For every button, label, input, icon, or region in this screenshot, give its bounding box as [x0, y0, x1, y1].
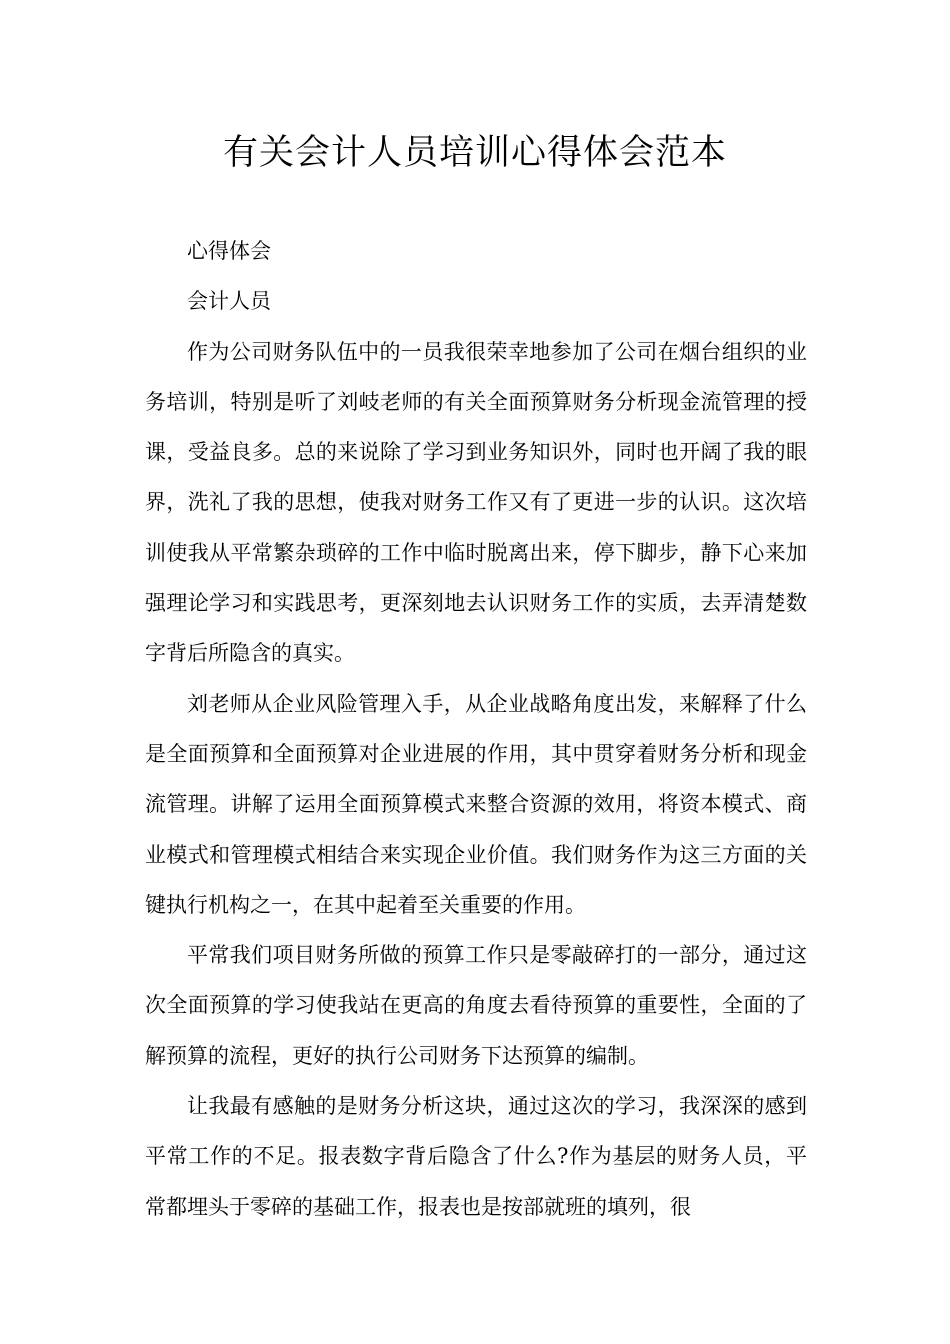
paragraph: 让我最有感触的是财务分析这块，通过这次的学习，我深深的感到平常工作的不足。报表数字背后隐含了什么?作为基层的财务人员，平常都埋头于零碎的基础工作，报表也是按部就班的填列，很 [145, 1094, 807, 1219]
paragraph-heading-2: 会计人员 [187, 289, 271, 314]
paragraph: 刘老师从企业风险管理入手，从企业战略角度出发，来解释了什么是全面预算和全面预算对企业进展的作用，其中贯穿着财务分析和现金流管理。讲解了运用全面预算模式来整合资源的效用，将资本模式、商业模式和管理模式相结合来实现企业价值。我们财务作为这三方面的关键执行机构之一，在其中起着至关重要的作用。 [145, 691, 807, 917]
paragraph: 作为公司财务队伍中的一员我很荣幸地参加了公司在烟台组织的业务培训，特别是听了刘岐老师的有关全面预算财务分析现金流管理的授课，受益良多。总的来说除了学习到业务知识外，同时也开阔了我的眼界，洗礼了我的思想，使我对财务工作又有了更进一步的认识。这次培训使我从平常繁杂琐碎的工作中临时脱离出来，停下脚步，静下心来加强理论学习和实践思考，更深刻地去认识财务工作的实质，去弄清楚数字背后所隐含的真实。 [145, 339, 807, 666]
paragraph-heading-1: 心得体会 [187, 239, 271, 263]
paragraph: 平常我们项目财务所做的预算工作只是零敲碎打的一部分，通过这次全面预算的学习使我站在更高的角度去看待预算的重要性，全面的了解预算的流程，更好的执行公司财务下达预算的编制。 [145, 943, 807, 1068]
document-body [145, 226, 807, 1232]
document-title: 有关会计人员培训心得体会范本 [222, 133, 727, 173]
